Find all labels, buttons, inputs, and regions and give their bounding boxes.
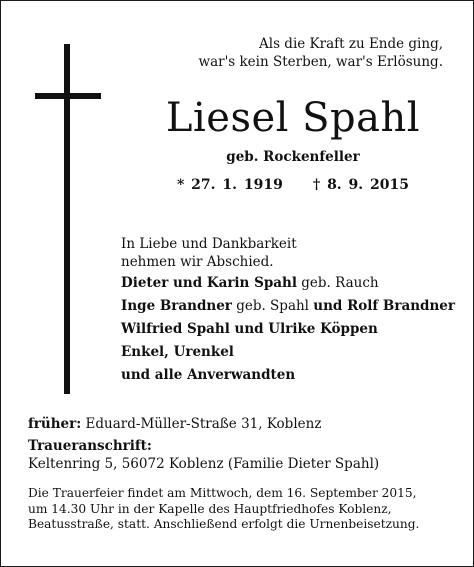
family-line-2 <box>121 295 466 317</box>
former-address-label: früher: <box>28 416 82 432</box>
mourning-address-value: Keltenring 5, 56072 Koblenz (Familie Dieter Spahl) <box>28 456 380 472</box>
cross-horizontal-bar <box>35 93 101 99</box>
ceremony-line-3: Beatusstraße, statt. Anschließend erfolgt die Urnenbeisetzung. <box>28 517 420 531</box>
farewell-line-1: In Liebe und Dankbarkeit <box>121 236 297 252</box>
former-address <box>28 415 458 433</box>
family-line-5-names: und alle Anverwandten <box>121 367 296 383</box>
life-dates <box>133 176 453 194</box>
memorial-quote <box>199 35 443 71</box>
birth-date: * 27. 1. 1919 <box>176 177 283 193</box>
family-line-5 <box>121 364 466 386</box>
mourning-address <box>28 437 458 473</box>
family-line-2-name-a: Inge Brandner <box>121 298 232 314</box>
former-address-value: Eduard-Müller-Straße 31, Koblenz <box>81 416 322 432</box>
family-line-1-names: Dieter und Karin Spahl <box>121 275 297 291</box>
family-line-1-note: geb. Rauch <box>296 275 379 291</box>
farewell-line-2: nehmen wir Abschied. <box>121 254 274 270</box>
family-line-3-names: Wilfried Spahl und Ulrike Köppen <box>121 321 378 337</box>
family-line-4-names: Enkel, Urenkel <box>121 344 234 360</box>
family-block <box>121 235 466 386</box>
deceased-name: Liesel Spahl <box>165 95 421 141</box>
ceremony-line-2: um 14.30 Uhr in der Kapelle des Hauptfriedhofes Koblenz, <box>28 501 392 516</box>
maiden-name: geb. Rockenfeller <box>226 149 360 165</box>
quote-line-1: Als die Kraft zu Ende ging, <box>259 36 443 52</box>
death-date: † 8. 9. 2015 <box>312 177 410 193</box>
ceremony-line-1: Die Trauerfeier findet am Mittwoch, dem 16. September 2015, <box>28 486 417 500</box>
ceremony-notice <box>28 486 448 533</box>
family-line-2-note: geb. Spahl <box>231 298 314 314</box>
family-line-1 <box>121 272 466 294</box>
mourning-address-label: Traueranschrift: <box>28 438 152 454</box>
quote-line-2: war's kein Sterben, war's Erlösung. <box>198 54 443 70</box>
family-line-2-name-b: und Rolf Brandner <box>313 298 455 314</box>
family-line-3 <box>121 318 466 340</box>
family-line-4 <box>121 341 466 363</box>
cross-icon <box>35 44 101 394</box>
